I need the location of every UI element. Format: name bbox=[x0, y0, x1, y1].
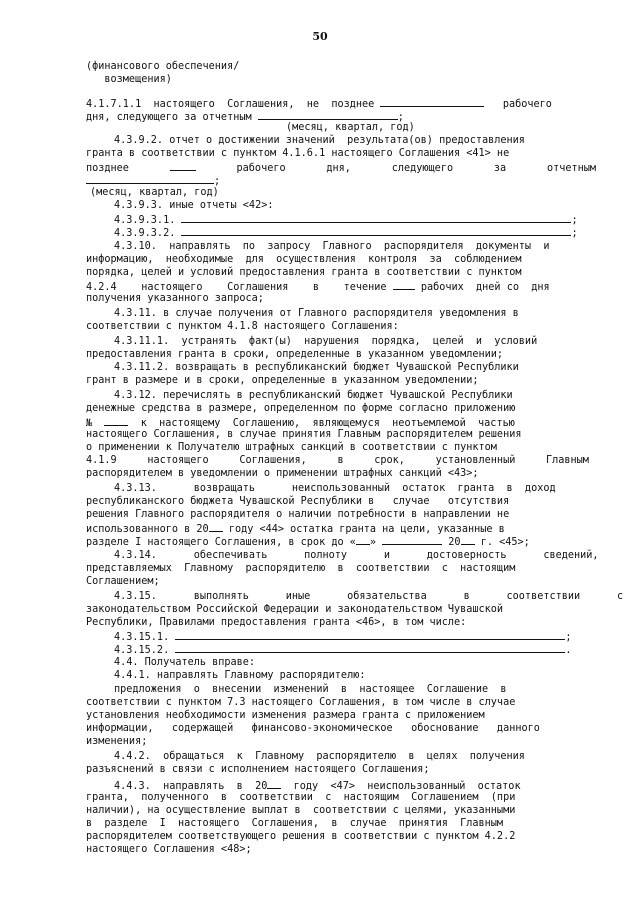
text-line: грант в размере и в сроки, определенные в указанном уведомлении; bbox=[86, 375, 479, 386]
text-line: Республики, Правилами предоставления гранта <46>, в том числе: bbox=[86, 617, 467, 628]
blank-field bbox=[86, 173, 214, 184]
blank-field bbox=[209, 521, 223, 532]
text-line: предоставления гранта в сроки, определенные в указанном уведомлении; bbox=[86, 349, 504, 360]
blank-field bbox=[181, 212, 571, 223]
text-line: 4.4.2. обращаться к Главному распорядителю в целях получения bbox=[114, 751, 525, 762]
text-line: 4.4.1. направлять Главному распорядителю: bbox=[114, 670, 366, 681]
text-line: денежные средства в размере, определенном по форме согласно приложению bbox=[86, 403, 516, 414]
text-line: № к настоящему Соглашению, являющемуся неотъемлемой частью bbox=[86, 415, 596, 430]
text-line: возмещения) bbox=[86, 74, 172, 85]
text-line: дня, следующего за отчетным ; bbox=[86, 109, 596, 124]
text-line: информации, содержащей финансово-экономическое обоснование данного bbox=[86, 723, 540, 734]
text-line: 4.3.11. в случае получения от Главного распорядителя уведомления в bbox=[114, 308, 519, 319]
text-line: (финансового обеспечения/ bbox=[86, 61, 240, 72]
text-line: разъяснений в связи с исполнением настоящего Соглашения; bbox=[86, 764, 430, 775]
text-line: о применении к Получателю штрафных санкций в соответствии с пунктом bbox=[86, 442, 497, 453]
text-line: 4.3.14. обеспечивать полноту и достоверность сведений, bbox=[114, 550, 599, 561]
text-line: использованного в 20 году <44> остатка гранта на цели, указанные в bbox=[86, 521, 596, 536]
text-line: наличии), на осуществление выплат в соответствии с целями, указанными bbox=[86, 805, 516, 816]
text-line: 4.3.9.3. иные отчеты <42>: bbox=[114, 200, 274, 211]
text-line: настоящего Соглашения, в случае принятия Главным распорядителем решения bbox=[86, 429, 522, 440]
text-line: ; bbox=[86, 173, 596, 188]
text-line: информацию, необходимые для осуществления контроля за соблюдением bbox=[86, 254, 522, 265]
text-line: предложения о внесении изменений в настоящее Соглашение в bbox=[114, 684, 507, 695]
text-line: настоящего Соглашения <48>; bbox=[86, 844, 252, 855]
text-line: гранта в соответствии с пунктом 4.1.6.1 настоящего Соглашения <41> не bbox=[86, 148, 510, 159]
text-line: позднее рабочего дня, следующего за отчетным bbox=[86, 160, 596, 175]
blank-field bbox=[175, 642, 565, 653]
text-line: (месяц, квартал, год) bbox=[286, 122, 415, 133]
text-line: 4.2.4 настоящего Соглашения в течение рабочих дней со дня bbox=[86, 279, 596, 294]
page-number: 50 bbox=[312, 30, 328, 43]
text-line: решения Главного распорядителя о наличии потребности в направлении не bbox=[86, 509, 510, 520]
blank-field bbox=[380, 96, 484, 107]
text-line: 4.3.12. перечислять в республиканский бюджет Чувашской Республики bbox=[114, 390, 513, 401]
text-line: законодательством Российской Федерации и законодательством Чувашской bbox=[86, 604, 504, 615]
text-line: распорядителем в уведомлении о применении штрафных санкций <43>; bbox=[86, 468, 479, 479]
blank-field bbox=[181, 225, 571, 236]
text-line: республиканского бюджета Чувашской Республики в случае отсутствия bbox=[86, 496, 510, 507]
text-line: Соглашением; bbox=[86, 576, 160, 587]
blank-field bbox=[461, 534, 475, 545]
text-line: 4.3.15.2. . bbox=[114, 642, 624, 657]
text-line: в разделе I настоящего Соглашения, в случае принятия Главным bbox=[86, 818, 504, 829]
blank-field bbox=[393, 279, 415, 290]
text-line: разделе I настоящего Соглашения, в срок до « » 20 г. <45>; bbox=[86, 534, 596, 549]
text-line: 4.3.11.1. устранять факт(ы) нарушения порядка, целей и условий bbox=[114, 336, 538, 347]
text-line: порядка, целей и условий предоставления гранта в соответствии с пунктом bbox=[86, 267, 522, 278]
text-line: гранта, полученного в соответствии с настоящим Соглашением (при bbox=[86, 792, 516, 803]
text-line: установления необходимости изменения размера гранта с приложением bbox=[86, 710, 485, 721]
text-line: распорядителем соответствующего решения в соответствии с пунктом 4.2.2 bbox=[86, 831, 516, 842]
blank-field bbox=[382, 534, 442, 545]
blank-field bbox=[175, 629, 565, 640]
text-line: 4.3.9.2. отчет о достижении значений результата(ов) предоставления bbox=[114, 135, 525, 146]
text-line: 4.4.3. направлять в 20 году <47> неиспользованный остаток bbox=[114, 778, 596, 793]
text-line: представляемых Главному распорядителю в соответствии с настоящим bbox=[86, 563, 516, 574]
text-line: (месяц, квартал, год) bbox=[90, 187, 219, 198]
text-line: получения указанного запроса; bbox=[86, 293, 264, 304]
text-line: изменения; bbox=[86, 736, 148, 747]
blank-field bbox=[104, 415, 128, 426]
text-line: соответствии с пунктом 4.1.8 настоящего Соглашения: bbox=[86, 321, 399, 332]
text-line: 4.3.9.3.1. ; bbox=[114, 212, 624, 227]
text-line: 4.3.10. направлять по запросу Главного распорядителя документы и bbox=[114, 241, 550, 252]
text-line: 4.3.15.1. ; bbox=[114, 629, 624, 644]
text-line: 4.3.15. выполнять иные обязательства в соответствии с bbox=[114, 591, 624, 602]
text-line: 4.1.7.1.1 настоящего Соглашения, не позднее рабочего bbox=[86, 96, 596, 111]
text-line: 4.3.9.3.2. ; bbox=[114, 225, 624, 240]
text-line: 4.1.9 настоящего Соглашения, в срок, установленный Главным bbox=[86, 455, 589, 466]
blank-field bbox=[267, 778, 281, 789]
text-line: 4.3.13. возвращать неиспользованный остаток гранта в доход bbox=[114, 483, 556, 494]
blank-field bbox=[258, 109, 398, 120]
text-line: 4.3.11.2. возвращать в республиканский бюджет Чувашской Республики bbox=[114, 362, 519, 373]
text-line: 4.4. Получатель вправе: bbox=[114, 657, 256, 668]
blank-field bbox=[356, 534, 370, 545]
blank-field bbox=[170, 160, 196, 171]
text-line: соответствии с пунктом 7.3 настоящего Соглашения, в том числе в случае bbox=[86, 697, 516, 708]
